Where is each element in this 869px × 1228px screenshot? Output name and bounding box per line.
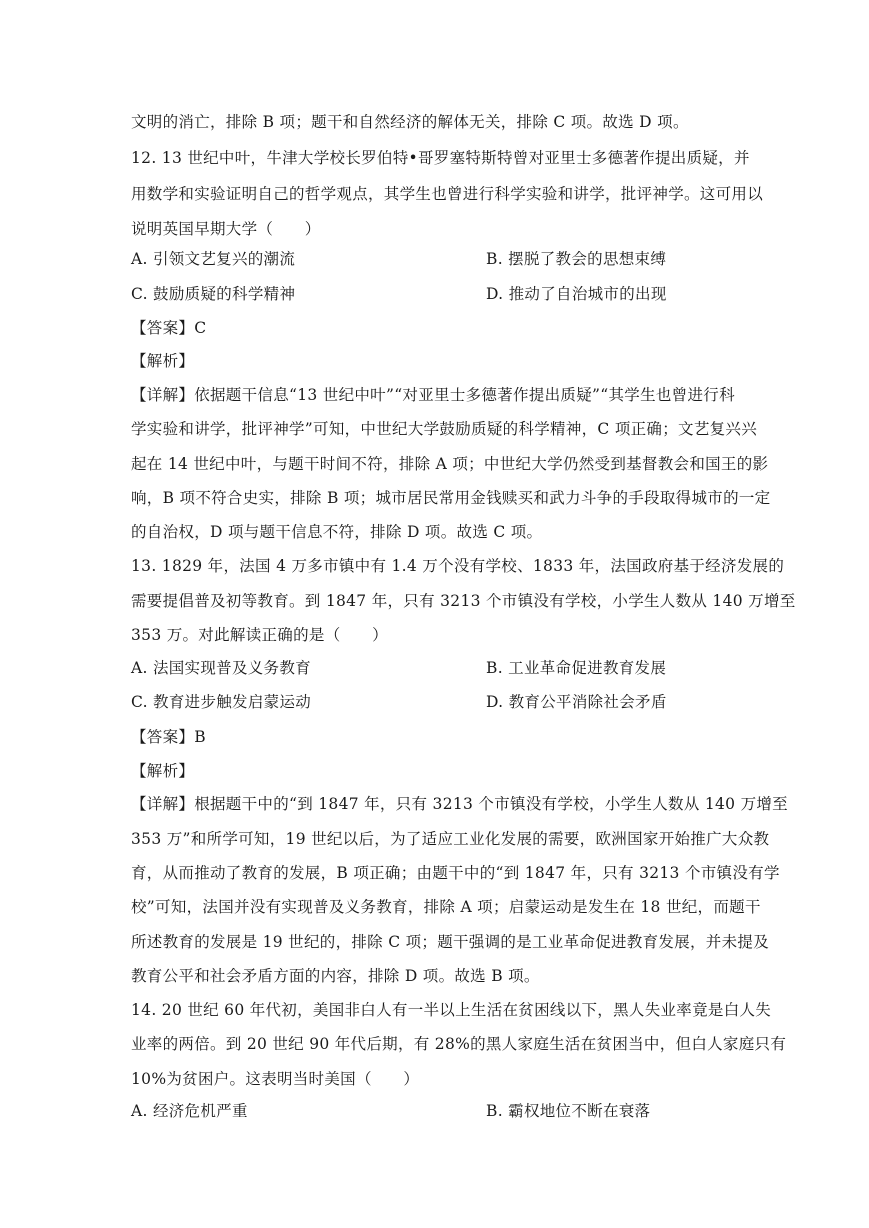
analysis-label: 【解析】 (131, 352, 195, 370)
question-14-stem: 业率的两倍。到 20 世纪 90 年代后期，有 28%的黑人家庭生活在贫困当中，但白人家庭只有 (131, 1035, 787, 1053)
question-13-stem: 353 万。对此解读正确的是（ ） (131, 626, 388, 644)
text-line: 文明的消亡，排除 B 项；题干和自然经济的解体无关，排除 C 项。故选 D 项。 (131, 113, 689, 131)
question-12-stem: 说明英国早期大学（ ） (131, 220, 321, 238)
question-13-stem: 13. 1829 年，法国 4 万多市镇中有 1.4 万个没有学校、1833 年，法国政府基于经济发展的 (131, 557, 785, 575)
question-13-option-b: B. 工业革命促进教育发展 (486, 659, 667, 677)
answer-label: 【答案】C (131, 319, 207, 337)
detail-explanation: 学实验和讲学，批评神学”可知，中世纪大学鼓励质疑的科学精神，C 项正确；文艺复兴兴 (131, 420, 758, 438)
question-12-option-a: A. 引领文艺复兴的潮流 (131, 250, 296, 268)
question-12-option-c: C. 鼓励质疑的科学精神 (131, 285, 296, 303)
answer-label: 【答案】B (131, 728, 206, 746)
detail-explanation: 【详解】根据题干中的“到 1847 年，只有 3213 个市镇没有学校，小学生人数从 140 万增至 (131, 795, 788, 813)
detail-explanation: 校”可知，法国并没有实现普及义务教育，排除 A 项；启蒙运动是发生在 18 世纪，而题干 (131, 898, 761, 916)
question-13-stem: 需要提倡普及初等教育。到 1847 年，只有 3213 个市镇没有学校，小学生人数从 140 万增至 (131, 592, 796, 610)
question-13-option-d: D. 教育公平消除社会矛盾 (486, 693, 667, 711)
question-14-stem: 10%为贫困户。这表明当时美国（ ） (131, 1070, 420, 1088)
question-12-option-b: B. 摆脱了教会的思想束缚 (486, 250, 667, 268)
analysis-label: 【解析】 (131, 762, 195, 780)
detail-explanation: 起在 14 世纪中叶，与题干时间不符，排除 A 项；中世纪大学仍然受到基督教会和国王的影 (131, 455, 769, 473)
detail-explanation: 【详解】依据题干信息“13 世纪中叶”“对亚里士多德著作提出质疑”“其学生也曾进行科 (131, 386, 735, 404)
detail-explanation: 育，从而推动了教育的发展，B 项正确；由题干中的“到 1847 年，只有 3213 个市镇没有学 (131, 864, 780, 882)
question-12-stem: 12. 13 世纪中叶，牛津大学校长罗伯特•哥罗塞特斯特曾对亚里士多德著作提出质疑，并 (131, 149, 750, 167)
question-12-stem: 用数学和实验证明自己的哲学观点，其学生也曾进行科学实验和讲学，批评神学。这可用以 (131, 185, 764, 203)
question-12-option-d: D. 推动了自治城市的出现 (486, 285, 667, 303)
detail-explanation: 教育公平和社会矛盾方面的内容，排除 D 项。故选 B 项。 (131, 967, 540, 985)
question-13-option-a: A. 法国实现普及义务教育 (131, 659, 311, 677)
detail-explanation: 的自治权，D 项与题干信息不符，排除 D 项。故选 C 项。 (131, 523, 543, 541)
question-14-stem: 14. 20 世纪 60 年代初，美国非白人有一半以上生活在贫困线以下，黑人失业率竟是白人失 (131, 1001, 772, 1019)
question-14-option-a: A. 经济危机严重 (131, 1102, 248, 1120)
detail-explanation: 响，B 项不符合史实，排除 B 项；城市居民常用金钱赎买和武力斗争的手段取得城市的一定 (131, 489, 771, 507)
detail-explanation: 353 万”和所学可知，19 世纪以后，为了适应工业化发展的需要，欧洲国家开始推广大众教 (131, 830, 770, 848)
question-13-option-c: C. 教育进步触发启蒙运动 (131, 693, 312, 711)
detail-explanation: 所述教育的发展是 19 世纪的，排除 C 项；题干强调的是工业革命促进教育发展，并未提及 (131, 933, 769, 951)
question-14-option-b: B. 霸权地位不断在衰落 (486, 1102, 651, 1120)
